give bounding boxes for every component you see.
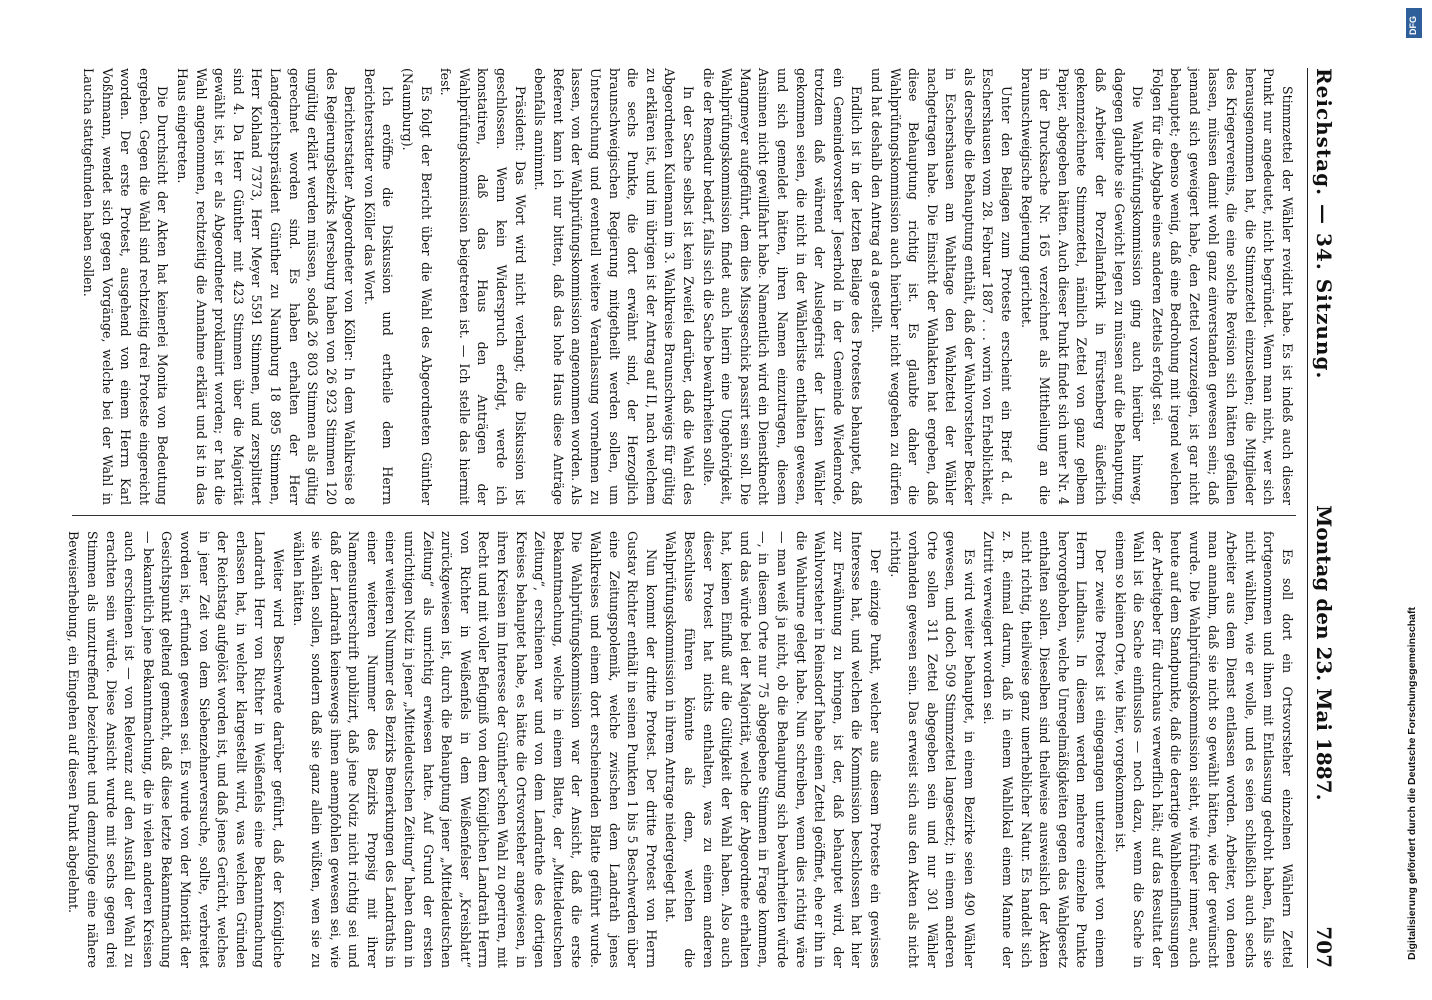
paragraph: Der zweite Protest ist eingegangen unterzeichnet von einem Herrn Lindhaus. In diesem werden mehrere einzelne Punkte hervorgehoben, welche Unregelmäßigkeiten gegen das Wahlgesetz enthalten sollen. Dieselben sind theilweise ausweislich der Akten nicht richtig, theilweise ganz unerheblicher Natur. Es handelt sich z. B. einmal darum, daß in einem Wahllokal einem Manne der Zutritt verweigert worden sei.	[981, 531, 1109, 968]
left-column	[72, 68, 1296, 505]
paragraph: Nun kommt der dritte Protest. Der dritte Protest von Herrn Gustav Richter enthält in seinen Punkten 1 bis 5 Beschwerden über eine Zeitungspolemik, welche zwischen dem Landrath jenes Wahlkreises und einem dort erscheinenden Blatte geführt wurde. Die Wahlprüfungskommission war der Ansicht, daß die erste Bekanntmachung, welche in einem Blatte, der „Mitteldeutschen Zeitung“, erschienen war und von dem Landrathe des dortigen Kreises behauptet habe, es hätte die Ortsvorsteher angewiesen, in ihren Kreisen im Interesse der Günther'schen Wahl zu operiren, mit Recht und mit voller Befugniß von dem Königlichen Landrath Herrn von Richter in Weißenfels in dem Weißenfelser „Kreisblatt“ zurückgewiesen ist, durch die Behauptung jener „Mitteldeutschen Zeitung“ als unrichtig erwiesen hatte. Auf Grund der ersten unrichtigen Notiz in jener „Mitteldeutschen Zeitung“ haben dann in einer weiteren Nummer des Bezirks Bemerkungen des Landraths in einer weiteren Nummer des Bezirks Propsig mit ihrer Namensunterschrift publizirt, daß jene Notiz nicht richtig sei und daß der Landrath keineswegs ihnen anempfohlen gewesen sei, wie sie wählen sollen, sondern daß sie ganz allein wüßten, wen sie zu wählen hätten.	[290, 531, 659, 968]
paragraph: Präsident: Das Wort wird nicht verlangt; die Diskussion ist geschlossen. Wenn kein Widerspruch erfolgt, werde ich konstatiren, daß das Haus den Anträgen der Wahlprüfungskommission beigetreten ist. — Ich stelle das hiermit fest.	[438, 68, 528, 505]
paragraph: Berichterstatter Abgeordneter von Köller: In dem Wahlkreise 8 des Regierungsbezirks Merseburg haben von 26 923 Stimmen 120 ungültig erklärt werden müssen, sodaß 26 803 Stimmen als gültig gerechnet worden sind. Es haben erhalten der Herr Landgerichtspräsident Günther zu Naumburg 18 895 Stimmen, Herr Kohland 7373, Herr Meyer 5591 Stimmen, und zersplittert sind 4. Da Herr Günther mit 423 Stimmen über die Majorität gewählt ist, ist er als Abgeordneter proklamirt worden; er hat die Wahl angenommen, rechtzeitig die Annahme erklärt und ist in das Haus eingetreten.	[174, 68, 358, 505]
text-columns	[66, 68, 1296, 968]
header-left: Reichstag. — 34. Sitzung.	[1312, 68, 1336, 380]
page-number: 707	[1312, 926, 1336, 968]
header-center: Montag den 23. Mai 1887.	[1312, 505, 1336, 801]
paragraph: Stimmzettel der Wähler revidirt habe. Es ist indeß auch dieser Punkt nur angedeutet, nicht begründet. Wenn man nicht, wer sich herausgenommen hat, die Stimmzettel einzusehen; die Mitglieder des Kriegervereins, die eine solche Revision sich hätten gefallen lassen, müssen damit wohl ganz einverstanden gewesen sein; daß jemand sich geweigert habe, den Zettel vorzuzeigen, ist gar nicht behauptet; ebenso wenig, daß eine Bedrohung mit irgend welchen Folgen für die Abgabe eines anderen Zettels erfolgt sei.	[1149, 68, 1295, 505]
paragraph: Endlich ist in der letzten Beilage des Protestes behauptet, daß ein Gemeindevorsteher Jeserhold in der Gemeinde Wiedenrode, trotzdem daß während der Auslegefrist der Listen Wähler gekommen seien, die nicht in der Wählerliste enthalten gewesen, und sich gemeldet hätten, ihren Namen einzutragen, diesem Ansinnen nicht gewillfahrt habe. Namentlich wird ein Dienstknecht Mangmeyer aufgeführt, dem dies Missgeschick passirt sein soll. Die Wahlprüfungskommission findet auch hierin eine Ungehörigkeit, die der Remedur bedarf, falls sich die Sache bewahrheiten sollte.	[700, 68, 865, 505]
paragraph: Unter den Beilagen zum Proteste erscheint ein Brief d. d. Eschershausen vom 28. Februar 1887 . . . worin von Erheblichkeit, als derselbe die Behauptung enthält, daß der Wahlvorsteher Becker in Eschershausen am Wahltage den Wahlzettel der Wähler nachgetragen habe. Die Einsicht der Wahlakten hat ergeben, daß diese Behauptung richtig ist. Es glaubte daher die Wahlprüfungskommission auch hierüber nicht weggehen zu dürfen und hat deshalb den Antrag ad a gestellt.	[868, 68, 1015, 505]
logo-text: DFG	[1408, 16, 1418, 35]
dfg-logo	[1406, 8, 1422, 38]
paragraph: Es wird weiter behauptet, in einem Bezirke seien 490 Wähler gewesen, und doch 509 Stimmzettel langesetzt; in einem anderen Orte sollen 311 Zettel abgegeben sein und nur 301 Wähler vorhanden gewesen sein. Das erweist sich aus den Akten als nicht richtig.	[887, 531, 977, 968]
paragraph: Es soll dort ein Ortsvorsteher einzelnen Wählern Zettel fortgenommen und ihnen mit Entlassung gedroht haben, falls sie nicht wählten, wie er wolle, und es seien schließlich auch sechs Arbeiter aus dem Dienst entlassen worden. Arbeiter, von denen man annahm, daß sie nicht so gewählt hätten, wie der gewünscht wurde. Die Wahlprüfungskommission sieht, wie früher immer, auch heute auf dem Standpunkte, daß die derartige Wahlbeeinflussungen der Arbeitgeber für durchaus verwerflich hält; auf das Resultat der Wahl ist die Sache einflusslos — noch dazu, wenn die Sache in einem so kleinen Orte, wie hier, vorgekommen ist.	[1112, 531, 1295, 968]
document-page	[66, 68, 1352, 968]
paragraph: Weiter wird Beschwerde darüber geführt, daß der Königliche Landrath Herr von Richter in Weißenfels eine Bekanntmachung erlassen hat, in welcher klargestellt wird, was welchen Gründen der Reichstag aufgelöst worden ist, und daß jenes Gerücht, welches in jener Zeit von dem Siebenzehnerversuche, sollte, verbreitet worden ist, erfunden gewesen sei. Es wurde von der Minorität der Gesichtspunkt geltend gemacht, daß diese letzte Bekanntmachung — bekanntlich jene Bekanntmachung, die in vielen anderen Kreisen auch erschienen ist — von Relevanz auf den Ausfall der Wahl zu erachten sein würde. Diese Ansicht wurde mit sechs gegen drei Stimmen als unzutreffend bezeichnet und demzufolge eine nähere Beweiserhebung, ein Eingehen auf diesen Punkt abgelehnt.	[66, 531, 286, 968]
paragraph: Der einzige Punkt, welcher aus diesem Proteste ein gewisses Interesse hat, und welchen die Kommission beschlossen hat hier zur Erwähnung zu bringen, ist der, daß behauptet wird, der Wahlvorsteher in Reinsdorf habe einen Zettel geöffnet, ehe er ihn in die Wahlurne gelegt habe. Nun schreiben, wenn dies richtig wäre — man weiß ja nicht, ob die Behauptung sich bewahrheiten würde —, in diesem Orte nur 75 abgegebene Stimmen in Frage kommen, und das würde bei der Majorität, welche der Abgeordnete erhalten hat, keinen Einfluß auf die Gültigkeit der Wahl haben. Also auch dieser Protest hat nichts enthalten, was zu einem anderen Beschlusse führen könnte als dem, welchen die Wahlprüfungskommission in ihrem Antrage niedergelegt hat.	[663, 531, 883, 968]
running-head	[1307, 68, 1352, 968]
paragraph: Ich eröffne die Diskussion und ertheile dem Herrn Berichterstatter von Köller das Wort.	[361, 68, 396, 505]
paragraph: Es folgt der Bericht über die Wahl des Abgeordneten Günther (Naumburg).	[400, 68, 434, 505]
right-column	[66, 531, 1296, 968]
paragraph: Die Wahlprüfungskommission ging auch hierüber hinweg, dagegen glaubte sie Gewicht legen zu müssen auf die Behauptung, daß Arbeiter der Porzellanfabrik in Fürstenberg äußerlich gekennzeichnete Stimmzettel, nämlich Zettel von ganz gelbem Papier, abgegeben hätten. Auch dieser Punkt findet sich unter Nr. 4 in der Drucksache Nr. 165 verzeichnet als Mittheilung an die braunschweigische Regierung gerichtet.	[1018, 68, 1146, 505]
paragraph: Die Durchsicht der Akten hat keinerlei Monita von Bedeutung ergeben. Gegen die Wahl sind rechtzeitig drei Proteste eingereicht worden. Der erste Protest, ausgehend von einem Herrn Karl Voßhmann, wendet sich gegen Vorgänge, welche bei der Wahl in Laucha stattgefunden haben sollen.	[81, 68, 171, 505]
credit-text: Digitalisierung gefördert durch die Deutsche Forschungsgemeinschaft	[1406, 607, 1418, 960]
digitization-credit	[1404, 40, 1424, 960]
paragraph: In der Sache selbst ist kein Zweifel darüber, daß die Wahl des Abgeordneten Kulemann im 3. Wahlkreise Braunschweigs für gültig zu erklären ist, und im übrigen ist der Antrag auf II, nach welchem die sechs Punkte, die dort erwähnt sind, der Herzoglich braunschweigischen Regierung mitgetheilt werden sollen, um Untersuchung und eventuell weitere Veranlassung vornehmen zu lassen, von der Wahlprüfungskommission angenommen worden. Als Referent kann ich nur bitten, daß das hohe Haus diese Anträge ebenfalls annimmt.	[532, 68, 696, 505]
